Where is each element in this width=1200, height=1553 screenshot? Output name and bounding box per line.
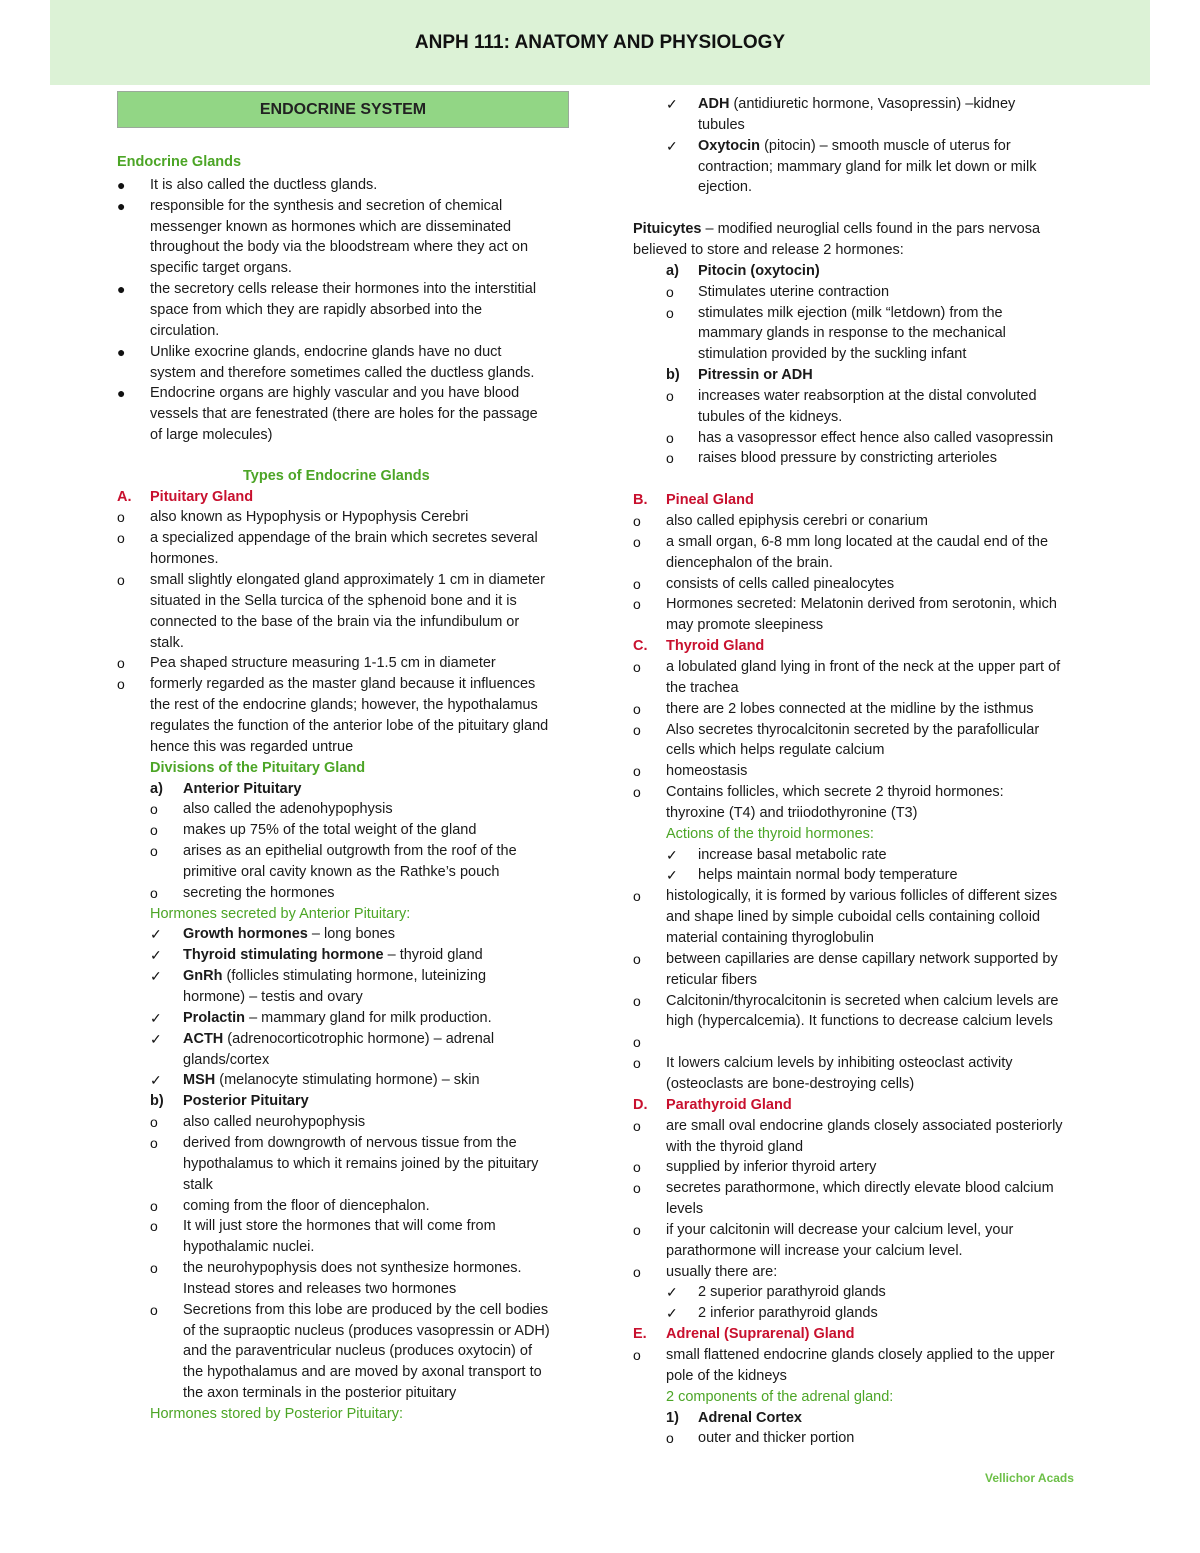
hormone-name: MSH [183,1072,216,1089]
hormone-name: Prolactin [183,1009,246,1026]
bullet-icon: ● [117,343,126,360]
circle-bullet-icon: o [117,530,125,547]
list-item-text: parathormone will increase your calcium level. [666,1242,963,1259]
hormone-item [183,1008,492,1029]
list-item-text: diencephalon of the brain. [666,554,833,571]
circle-bullet-icon: o [633,513,641,529]
circle-bullet-icon: o [150,884,158,901]
list-item-text: arises as an epithelial outgrowth from the roof of the [183,843,517,860]
divisions-heading: Divisions of the Pituitary Gland [150,759,366,776]
list-item-text: circulation. [150,322,220,339]
list-item-text: reticular fibers [666,971,758,988]
list-item-text: there are 2 lobes connected at the midline by the isthmus [666,700,1034,717]
circle-bullet-icon: o [150,801,158,818]
hormone-item [698,94,1015,115]
parathyroid-check-item: 2 superior parathyroid glands [698,1284,886,1301]
list-item-text: secretes parathormone, which directly elevate blood calcium [666,1180,1054,1197]
list-item-text: specific target organs. [150,260,292,277]
list-item-text: situated in the Sella turcica of the sphenoid bone and it is [150,592,517,609]
pitressin-title: Pitressin or ADH [698,367,813,384]
list-item-text: connected to the base of the brain via the infundibulum or [150,613,520,630]
circle-bullet-icon: o [633,1055,641,1072]
list-item-text: also known as Hypophysis or Hypophysis Cerebri [150,509,469,526]
list-item-text: stimulates milk ejection (milk “letdown) from the [698,304,1003,321]
circle-bullet-icon: o [150,843,158,860]
bullet-icon: ● [117,176,126,193]
list-item-text: a specialized appendage of the brain which secretes several [150,530,538,547]
list-item-text: responsible for the synthesis and secretion of chemical [150,197,503,214]
list-item-text: thyroxine (T4) and triiodothyronine (T3) [666,804,918,821]
list-item-text: and the paraventricular nucleus (produces oxytocin) of [183,1343,532,1360]
circle-bullet-icon: o [666,304,674,321]
check-icon: ✓ [150,1009,162,1026]
list-item-text: Secretions from this lobe are produced by the cell bodies [183,1301,549,1318]
circle-bullet-icon: o [633,1221,641,1238]
adrenal-title: Adrenal (Suprarenal) Gland [666,1326,855,1343]
circle-bullet-icon: o [633,596,641,613]
list-item-text: supplied by inferior thyroid artery [666,1159,877,1176]
pituicytes-term: Pituicytes [633,221,702,238]
check-icon: ✓ [666,867,678,884]
list-item-text: the rest of the endocrine glands; however, the hypothalamus [150,697,538,714]
circle-bullet-icon: o [633,1180,641,1197]
header-band [50,0,1150,85]
list-item-text: regulates the function of the anterior lobe of the pituitary gland [150,717,549,734]
circle-bullet-icon: o [666,1430,674,1447]
section-title-box: ENDOCRINE SYSTEM [117,91,569,128]
hormone-item [183,1029,494,1050]
footer-brand: Vellichor Acads [985,1471,1074,1485]
list-item-text: consists of cells called pinealocytes [666,575,895,592]
hormone-name: Thyroid stimulating hormone [183,947,384,964]
circle-bullet-icon: o [633,950,641,967]
circle-bullet-icon: o [666,283,674,300]
list-item-text: also called neurohypophysis [183,1114,366,1131]
hormone-desc: (follicles stimulating hormone, luteinizing [222,968,487,985]
check-icon: ✓ [150,1072,162,1089]
circle-bullet-icon: o [633,992,641,1009]
pitressin-letter: b) [666,367,680,384]
list-item-text: stalk [183,1176,213,1193]
circle-bullet-icon: o [633,1347,641,1363]
posterior-title: Posterior Pituitary [183,1093,309,1110]
list-item-text: hence this was regarded untrue [150,738,354,755]
circle-bullet-icon: o [666,429,674,446]
hormone-desc-cont: hormone) – testis and ovary [183,989,363,1005]
bullet-icon: ● [117,197,126,214]
list-item-text: increases water reabsorption at the distal convoluted [698,387,1037,404]
list-item-text: may promote sleepiness [666,617,824,634]
circle-bullet-icon: o [150,1301,158,1318]
hormone-item [183,924,395,945]
list-item-text: It lowers calcium levels by inhibiting osteoclast activity [666,1055,1013,1072]
list-item-text: a small organ, 6-8 mm long located at the caudal end of the [666,533,1049,550]
list-item-text: histologically, it is formed by various follicles of different sizes [666,888,1058,905]
list-item-text: homeostasis [666,763,748,780]
pitocin-letter: a) [666,262,679,279]
bullet-icon: ● [117,385,126,402]
hormone-item [183,1070,480,1091]
circle-bullet-icon: o [633,721,641,738]
list-item-text: also called epiphysis cerebri or conarium [666,513,928,529]
list-item-text: and shape lined by simple cuboidal cells containing colloid [666,909,1041,926]
list-item-text: stalk. [150,634,184,651]
check-icon: ✓ [150,947,162,964]
types-heading: Types of Endocrine Glands [243,467,430,484]
list-item-text: Also secretes thyrocalcitonin secreted by the parafollicular [666,721,1040,738]
circle-bullet-icon: o [633,784,641,801]
pineal-letter: B. [633,492,648,509]
list-item-text: Hormones secreted: Melatonin derived from serotonin, which [666,596,1057,613]
circle-bullet-icon: o [117,572,125,588]
list-item-text: primitive oral cavity known as the Rathke’s pouch [183,863,500,880]
hormone-desc: (adrenocorticotrophic hormone) – adrenal [223,1030,495,1047]
circle-bullet-icon: o [633,888,641,905]
bullet-icon: ● [117,281,126,298]
hormone-desc: – mammary gland for milk production. [245,1009,492,1026]
list-item-text: formerly regarded as the master gland because it influences [150,676,536,693]
hormone-item [698,136,1011,157]
circle-bullet-icon: o [633,1159,641,1176]
hormone-desc-cont: glands/cortex [183,1051,270,1068]
list-item-text: also called the adenohypophysis [183,801,393,818]
circle-bullet-icon: o [150,1134,158,1151]
pituitary-letter: A. [117,488,132,505]
hormone-name: Oxytocin [698,137,761,154]
list-item-text: vessels that are fenestrated (there are holes for the passage [150,406,538,423]
circle-bullet-icon: o [633,575,641,592]
hormone-desc: (pitocin) – smooth muscle of uterus for [760,137,1011,154]
check-icon: ✓ [666,846,678,863]
list-item-text: hormones. [150,551,219,568]
list-item-text: Unlike exocrine glands, endocrine glands have no duct [150,343,502,360]
list-item-text: space from which they are rapidly absorbed into the [150,301,483,318]
circle-bullet-icon: o [150,1260,158,1277]
list-item-text: It is also called the ductless glands. [150,176,378,193]
circle-bullet-icon: o [666,387,674,404]
list-item-text: has a vasopressor effect hence also called vasopressin [698,429,1054,446]
list-item-text: cells which helps regulate calcium [666,742,885,759]
list-item-text: coming from the floor of diencephalon. [183,1197,430,1214]
list-item-text: Contains follicles, which secrete 2 thyroid hormones: [666,784,1004,801]
list-item-text: a lobulated gland lying in front of the neck at the upper part of [666,658,1061,675]
list-item-text: usually there are: [666,1263,778,1280]
list-item-text: stimulation provided by the suckling infant [698,346,967,363]
check-icon: ✓ [150,926,162,943]
hormone-desc-cont: contraction; mammary gland for milk let down or milk [698,158,1037,175]
list-item-text: with the thyroid gland [666,1138,804,1155]
list-item-text: of large molecules) [150,427,273,444]
check-icon: ✓ [150,968,162,985]
list-item-text: of the supraoptic nucleus (produces vasopressin or ADH) [183,1322,550,1339]
endocrine-glands-heading: Endocrine Glands [117,154,242,170]
hormone-item [183,966,486,987]
circle-bullet-icon: o [633,533,641,550]
list-item-text: secreting the hormones [183,884,335,901]
pineal-title: Pineal Gland [666,492,754,509]
thyroid-letter: C. [633,638,648,655]
circle-bullet-icon: o [117,676,125,693]
circle-bullet-icon: o [633,658,641,675]
circle-bullet-icon: o [150,1218,158,1235]
cortex-title: Adrenal Cortex [698,1409,802,1426]
hormone-name: Growth hormones [183,926,308,943]
hormone-name: ADH [698,96,730,112]
post-hormones-heading: Hormones stored by Posterior Pituitary: [150,1406,404,1422]
list-item-text: Stimulates uterine contraction [698,283,890,300]
circle-bullet-icon: o [150,1197,158,1214]
list-item-text: tubules of the kidneys. [698,408,843,425]
list-item-text: the trachea [666,679,739,696]
pituicytes-text-cont: believed to store and release 2 hormones: [633,241,904,258]
list-item-text: hypothalamic nuclei. [183,1239,315,1256]
parathyroid-check-item: 2 inferior parathyroid glands [698,1305,878,1322]
circle-bullet-icon: o [117,655,125,672]
thyroid-actions-heading: Actions of the thyroid hormones: [666,825,874,842]
list-item-text: hypothalamus to which it remains joined by the pituitary [183,1155,539,1172]
circle-bullet-icon: o [633,1034,641,1051]
circle-bullet-icon: o [150,822,158,839]
list-item-text: system and therefore sometimes called the ductless glands. [150,364,535,381]
list-item-text: (osteoclasts are bone-destroying cells) [666,1075,915,1092]
hormone-desc: (antidiuretic hormone, Vasopressin) –kidney [729,96,1016,112]
hormone-desc: – long bones [307,926,395,943]
adrenal-components-heading: 2 components of the adrenal gland: [666,1388,894,1405]
list-item-text: Instead stores and releases two hormones [183,1280,457,1297]
list-item-text: the axon terminals in the posterior pituitary [183,1385,457,1402]
list-item-text: throughout the body via the bloodstream where they act on [150,239,529,256]
hormone-desc: (melanocyte stimulating hormone) – skin [215,1072,480,1089]
list-item-text: levels [666,1201,704,1218]
list-item-text: pole of the kidneys [666,1367,787,1384]
circle-bullet-icon: o [117,509,125,526]
list-item-text: makes up 75% of the total weight of the gland [183,822,477,839]
list-item-text: the secretory cells release their hormones into the interstitial [150,281,537,298]
list-item-text: material containing thyroglobulin [666,930,874,946]
list-item-text: small flattened endocrine glands closely applied to the upper [666,1347,1055,1363]
list-item-text: derived from downgrowth of nervous tissue from the [183,1134,517,1151]
pitocin-title: Pitocin (oxytocin) [698,262,820,279]
list-item-text: between capillaries are dense capillary network supported by [666,950,1058,967]
anterior-title: Anterior Pituitary [183,780,302,797]
hormone-name: ACTH [183,1030,224,1047]
thyroid-action-item: increase basal metabolic rate [698,846,887,863]
circle-bullet-icon: o [633,1263,641,1280]
hormone-name: GnRh [183,968,223,985]
list-item-text: small slightly elongated gland approximately 1 cm in diameter [150,572,545,588]
check-icon: ✓ [150,1030,162,1047]
page-title: ANPH 111: ANATOMY AND PHYSIOLOGY [414,32,786,53]
list-item-text: are small oval endocrine glands closely associated posteriorly [666,1117,1063,1134]
list-item-text: outer and thicker portion [698,1430,855,1447]
list-item-text: the hypothalamus and are moved by axonal transport to [183,1364,542,1381]
anterior-letter: a) [150,780,163,797]
list-item-text: high (hypercalcemia). It functions to decrease calcium levels [666,1013,1053,1030]
circle-bullet-icon: o [633,700,641,717]
thyroid-title: Thyroid Gland [666,638,765,655]
check-icon: ✓ [666,96,678,112]
parathyroid-title: Parathyroid Gland [666,1096,792,1113]
list-item-text: raises blood pressure by constricting arterioles [698,450,997,467]
thyroid-action-item: helps maintain normal body temperature [698,867,958,884]
check-icon: ✓ [666,137,678,154]
hormone-item [183,945,483,966]
list-item-text: Pea shaped structure measuring 1-1.5 cm in diameter [150,655,496,672]
posterior-letter: b) [150,1093,164,1110]
list-item-text: Calcitonin/thyrocalcitonin is secreted when calcium levels are [666,992,1059,1009]
parathyroid-letter: D. [633,1096,648,1113]
check-icon: ✓ [666,1284,678,1301]
cortex-letter: 1) [666,1409,679,1426]
list-item-text: if your calcitonin will decrease your calcium level, your [666,1221,1014,1238]
list-item-text: the neurohypophysis does not synthesize hormones. [183,1260,522,1277]
ant-hormones-heading: Hormones secreted by Anterior Pituitary: [150,905,411,922]
circle-bullet-icon: o [150,1114,158,1131]
hormone-desc: – thyroid gland [383,947,483,964]
pituicytes-text: – modified neuroglial cells found in the pars nervosa [701,221,1041,238]
circle-bullet-icon: o [666,450,674,467]
circle-bullet-icon: o [633,1117,641,1134]
pituitary-title: Pituitary Gland [150,488,254,505]
list-item-text: It will just store the hormones that will come from [183,1218,496,1235]
list-item-text: mammary glands in response to the mechanical [698,325,1006,342]
list-item-text: messenger known as hormones which are disseminated [150,218,512,235]
adrenal-letter: E. [633,1326,647,1343]
hormone-desc-cont: ejection. [698,179,753,196]
pituicytes-line [633,219,1040,240]
hormone-desc-cont: tubules [698,116,745,133]
check-icon: ✓ [666,1305,678,1322]
list-item-text: Endocrine organs are highly vascular and you have blood [150,385,520,402]
circle-bullet-icon: o [633,763,641,780]
